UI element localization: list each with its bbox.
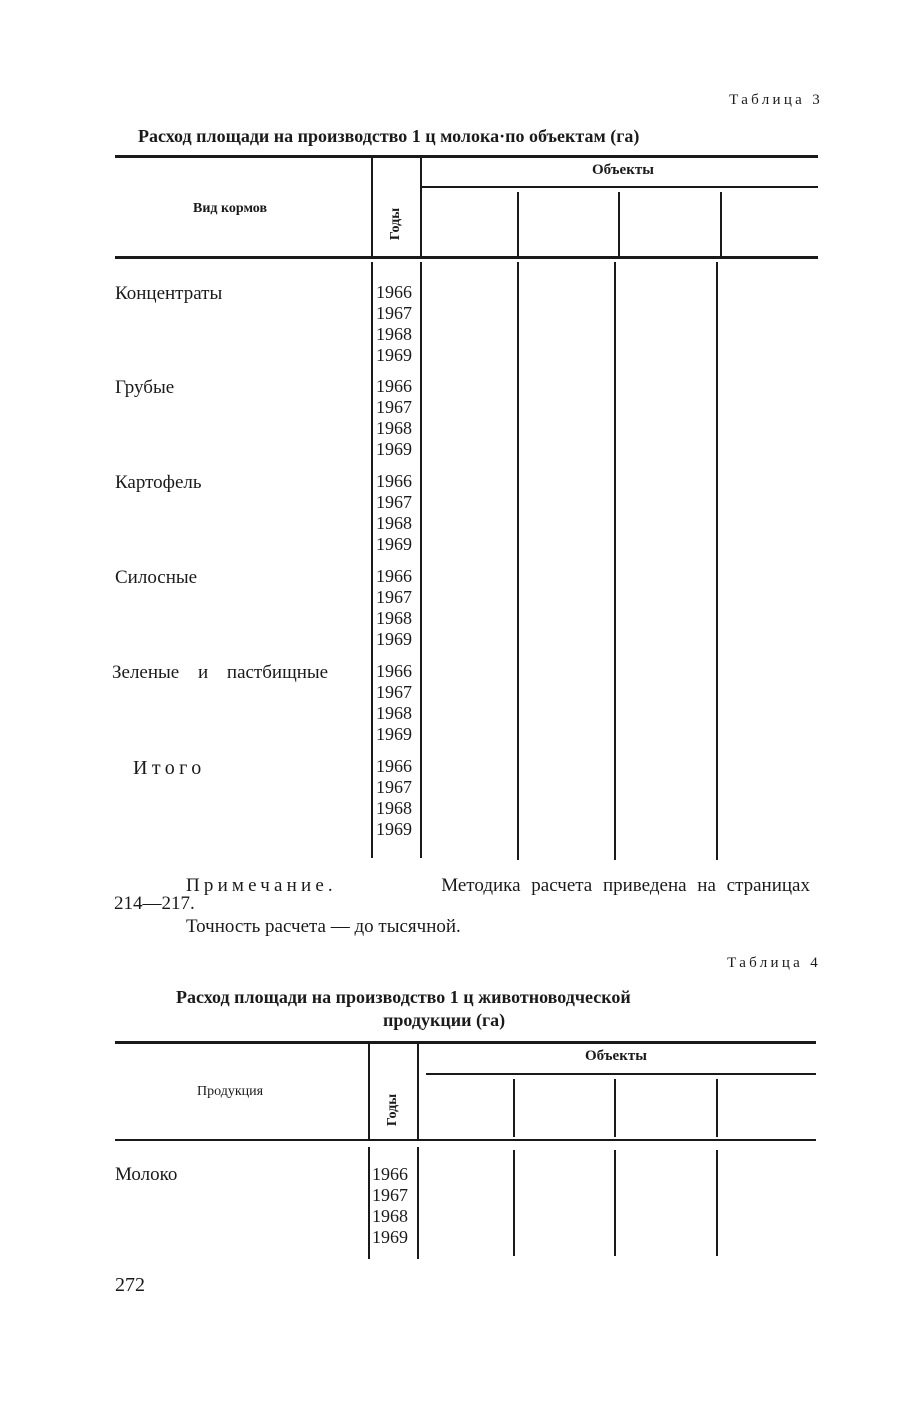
table3-body-line-3 [614,262,616,860]
table4-col-product: Продукция [197,1084,264,1099]
year-cell: 1966 [376,471,412,491]
table4-top-rule [115,1041,816,1044]
table3-years-right-line [420,158,422,256]
table3-row-years [376,282,412,366]
year-cell: 1969 [376,439,412,459]
note-label: Примечание. [186,875,337,896]
table4-title-line1: Расход площади на производство 1 ц животноводческой [176,987,631,1007]
table3-label: Таблица 3 [729,92,823,108]
table3-obj-line-3 [720,192,722,256]
year-cell: 1966 [376,282,412,302]
table4-obj-line-1 [513,1079,515,1137]
table3-row-years [376,661,412,745]
table3-obj-line-1 [517,192,519,256]
table3-row-name: Зеленые и пастбищные [112,662,329,683]
year-cell: 1966 [376,756,412,776]
table3-row-years [376,566,412,650]
table3-row-name: Концентраты [115,283,223,304]
table3-years-left-line [371,158,373,256]
table3-row-years [376,376,412,460]
table4-objects-rule [426,1073,816,1075]
year-cell: 1968 [376,324,412,344]
note-pages: 214—217. [114,893,195,914]
table4-col-objects: Объекты [585,1048,647,1064]
table3-col-feed: Вид кормов [193,201,268,216]
table3-row-name: Грубые [115,377,175,398]
year-cell: 1967 [376,397,412,417]
table4-body-line-1 [417,1147,419,1259]
table3-title: Расход площади на производство 1 ц молока·по объектам (га) [138,126,640,146]
table3-body-line-1 [420,262,422,858]
table4-header-rule [115,1139,816,1141]
note-text: Методика расчета приведена на страницах [441,875,810,896]
year-cell: 1969 [376,819,412,839]
table3-row-years [376,471,412,555]
year-cell: 1968 [376,608,412,628]
year-cell: 1968 [376,418,412,438]
note-line-1 [186,875,810,897]
table3-body-line-2 [517,262,519,860]
table4-obj-line-3 [716,1079,718,1137]
year-cell: 1968 [376,798,412,818]
table4-label: Таблица 4 [727,955,821,971]
year-cell: 1968 [376,703,412,723]
year-cell: 1969 [376,534,412,554]
table3-top-rule [115,155,818,158]
table3-objects-rule [422,186,818,188]
year-cell: 1967 [376,587,412,607]
table4-body-line-3 [614,1150,616,1256]
year-cell: 1967 [372,1185,408,1205]
table3-body-line-0 [371,262,373,858]
year-cell: 1966 [376,566,412,586]
table4-obj-line-2 [614,1079,616,1137]
year-cell: 1969 [372,1227,408,1247]
table4-body-line-4 [716,1150,718,1256]
table3-row-name-total: Итого [133,757,206,779]
year-cell: 1967 [376,777,412,797]
table3-row-years [376,756,412,840]
table4-title-line2: продукции (га) [383,1010,506,1030]
year-cell: 1966 [376,376,412,396]
table3-row-name: Картофель [115,472,202,493]
table4-row-years [372,1164,408,1248]
year-cell: 1966 [376,661,412,681]
table4-years-right-line [417,1044,419,1139]
year-cell: 1969 [376,345,412,365]
table4-body-line-0 [368,1147,370,1259]
table3-row-name: Силосные [115,567,198,588]
year-cell: 1967 [376,303,412,323]
year-cell: 1967 [376,682,412,702]
year-cell: 1966 [372,1164,408,1184]
table3-obj-line-2 [618,192,620,256]
table4-body-line-2 [513,1150,515,1256]
year-cell: 1968 [376,513,412,533]
year-cell: 1967 [376,492,412,512]
year-cell: 1969 [376,629,412,649]
table4-row-name: Молоко [115,1164,178,1185]
note-accuracy: Точность расчета — до тысячной. [186,916,461,937]
table4-col-years: Годы [385,1093,400,1127]
table3-body-line-4 [716,262,718,860]
page-number: 272 [115,1274,145,1296]
table3-col-years: Годы [388,207,403,241]
table3-header-rule [115,256,818,259]
year-cell: 1968 [372,1206,408,1226]
table3-col-objects: Объекты [592,162,654,178]
year-cell: 1969 [376,724,412,744]
table4-years-left-line [368,1044,370,1139]
